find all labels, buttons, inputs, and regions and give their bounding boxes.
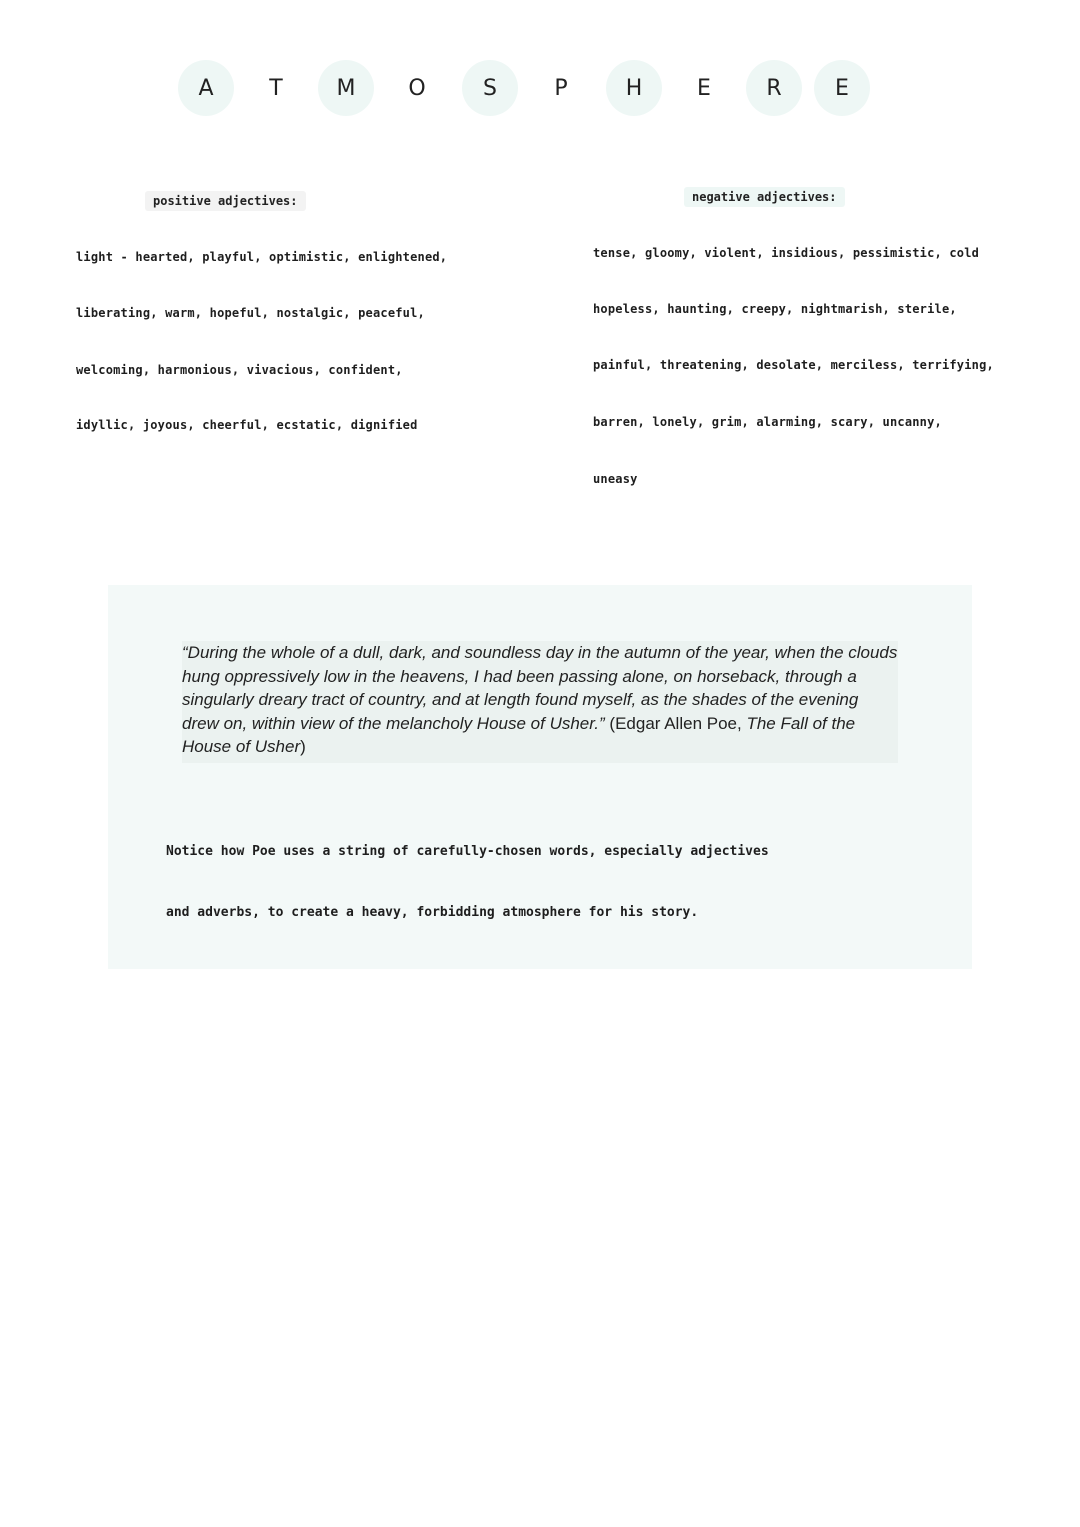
poe-quote <box>182 641 898 763</box>
title-letter: T <box>269 75 283 101</box>
title-letter: E <box>697 75 711 101</box>
quote-citation-suffix: ) <box>300 737 306 756</box>
title-letter: R <box>746 60 802 116</box>
negative-adjectives-line: uneasy <box>593 472 638 486</box>
negative-adjectives-line: hopeless, haunting, creepy, nightmarish, sterile, <box>593 302 957 316</box>
title-letter: O <box>408 75 426 101</box>
negative-adjectives-label: negative adjectives: <box>684 187 845 207</box>
title-letter: A <box>178 60 234 116</box>
negative-adjectives-line: barren, lonely, grim, alarming, scary, uncanny, <box>593 415 942 429</box>
positive-adjectives-line: welcoming, harmonious, vivacious, confident, <box>76 363 403 377</box>
quote-citation-title: The Fall of the House of Usher <box>182 713 856 756</box>
analysis-note-line: and adverbs, to create a heavy, forbidding atmosphere for his story. <box>166 905 699 920</box>
positive-adjectives-line: idyllic, joyous, cheerful, ecstatic, dignified <box>76 418 418 432</box>
title-letter: S <box>462 60 518 116</box>
quote-text: “During the whole of a dull, dark, and soundless day in the autumn of the year, when the clouds hung oppressively low in the heavens, I had been passing alone, on horseback, through a singularly dreary tract of country, and at length found myself, as the shades of the evening drew on, within view of the melancholy House of Usher.” <box>182 643 898 733</box>
title-letter: H <box>606 60 662 116</box>
title-letter: P <box>554 75 568 101</box>
title-letter: E <box>814 60 870 116</box>
analysis-note-line: Notice how Poe uses a string of carefully-chosen words, especially adjectives <box>166 844 769 859</box>
positive-adjectives-line: liberating, warm, hopeful, nostalgic, peaceful, <box>76 306 425 320</box>
quote-panel <box>108 585 972 969</box>
negative-adjectives-line: tense, gloomy, violent, insidious, pessimistic, cold <box>593 246 980 260</box>
quote-citation-prefix: (Edgar Allen Poe, <box>604 713 747 733</box>
positive-adjectives-label: positive adjectives: <box>145 191 306 211</box>
positive-adjectives-line: light - hearted, playful, optimistic, enlightened, <box>76 250 448 264</box>
negative-adjectives-line: painful, threatening, desolate, merciless, terrifying, <box>593 358 994 372</box>
title-letter: M <box>318 60 374 116</box>
atmosphere-title <box>178 60 878 116</box>
